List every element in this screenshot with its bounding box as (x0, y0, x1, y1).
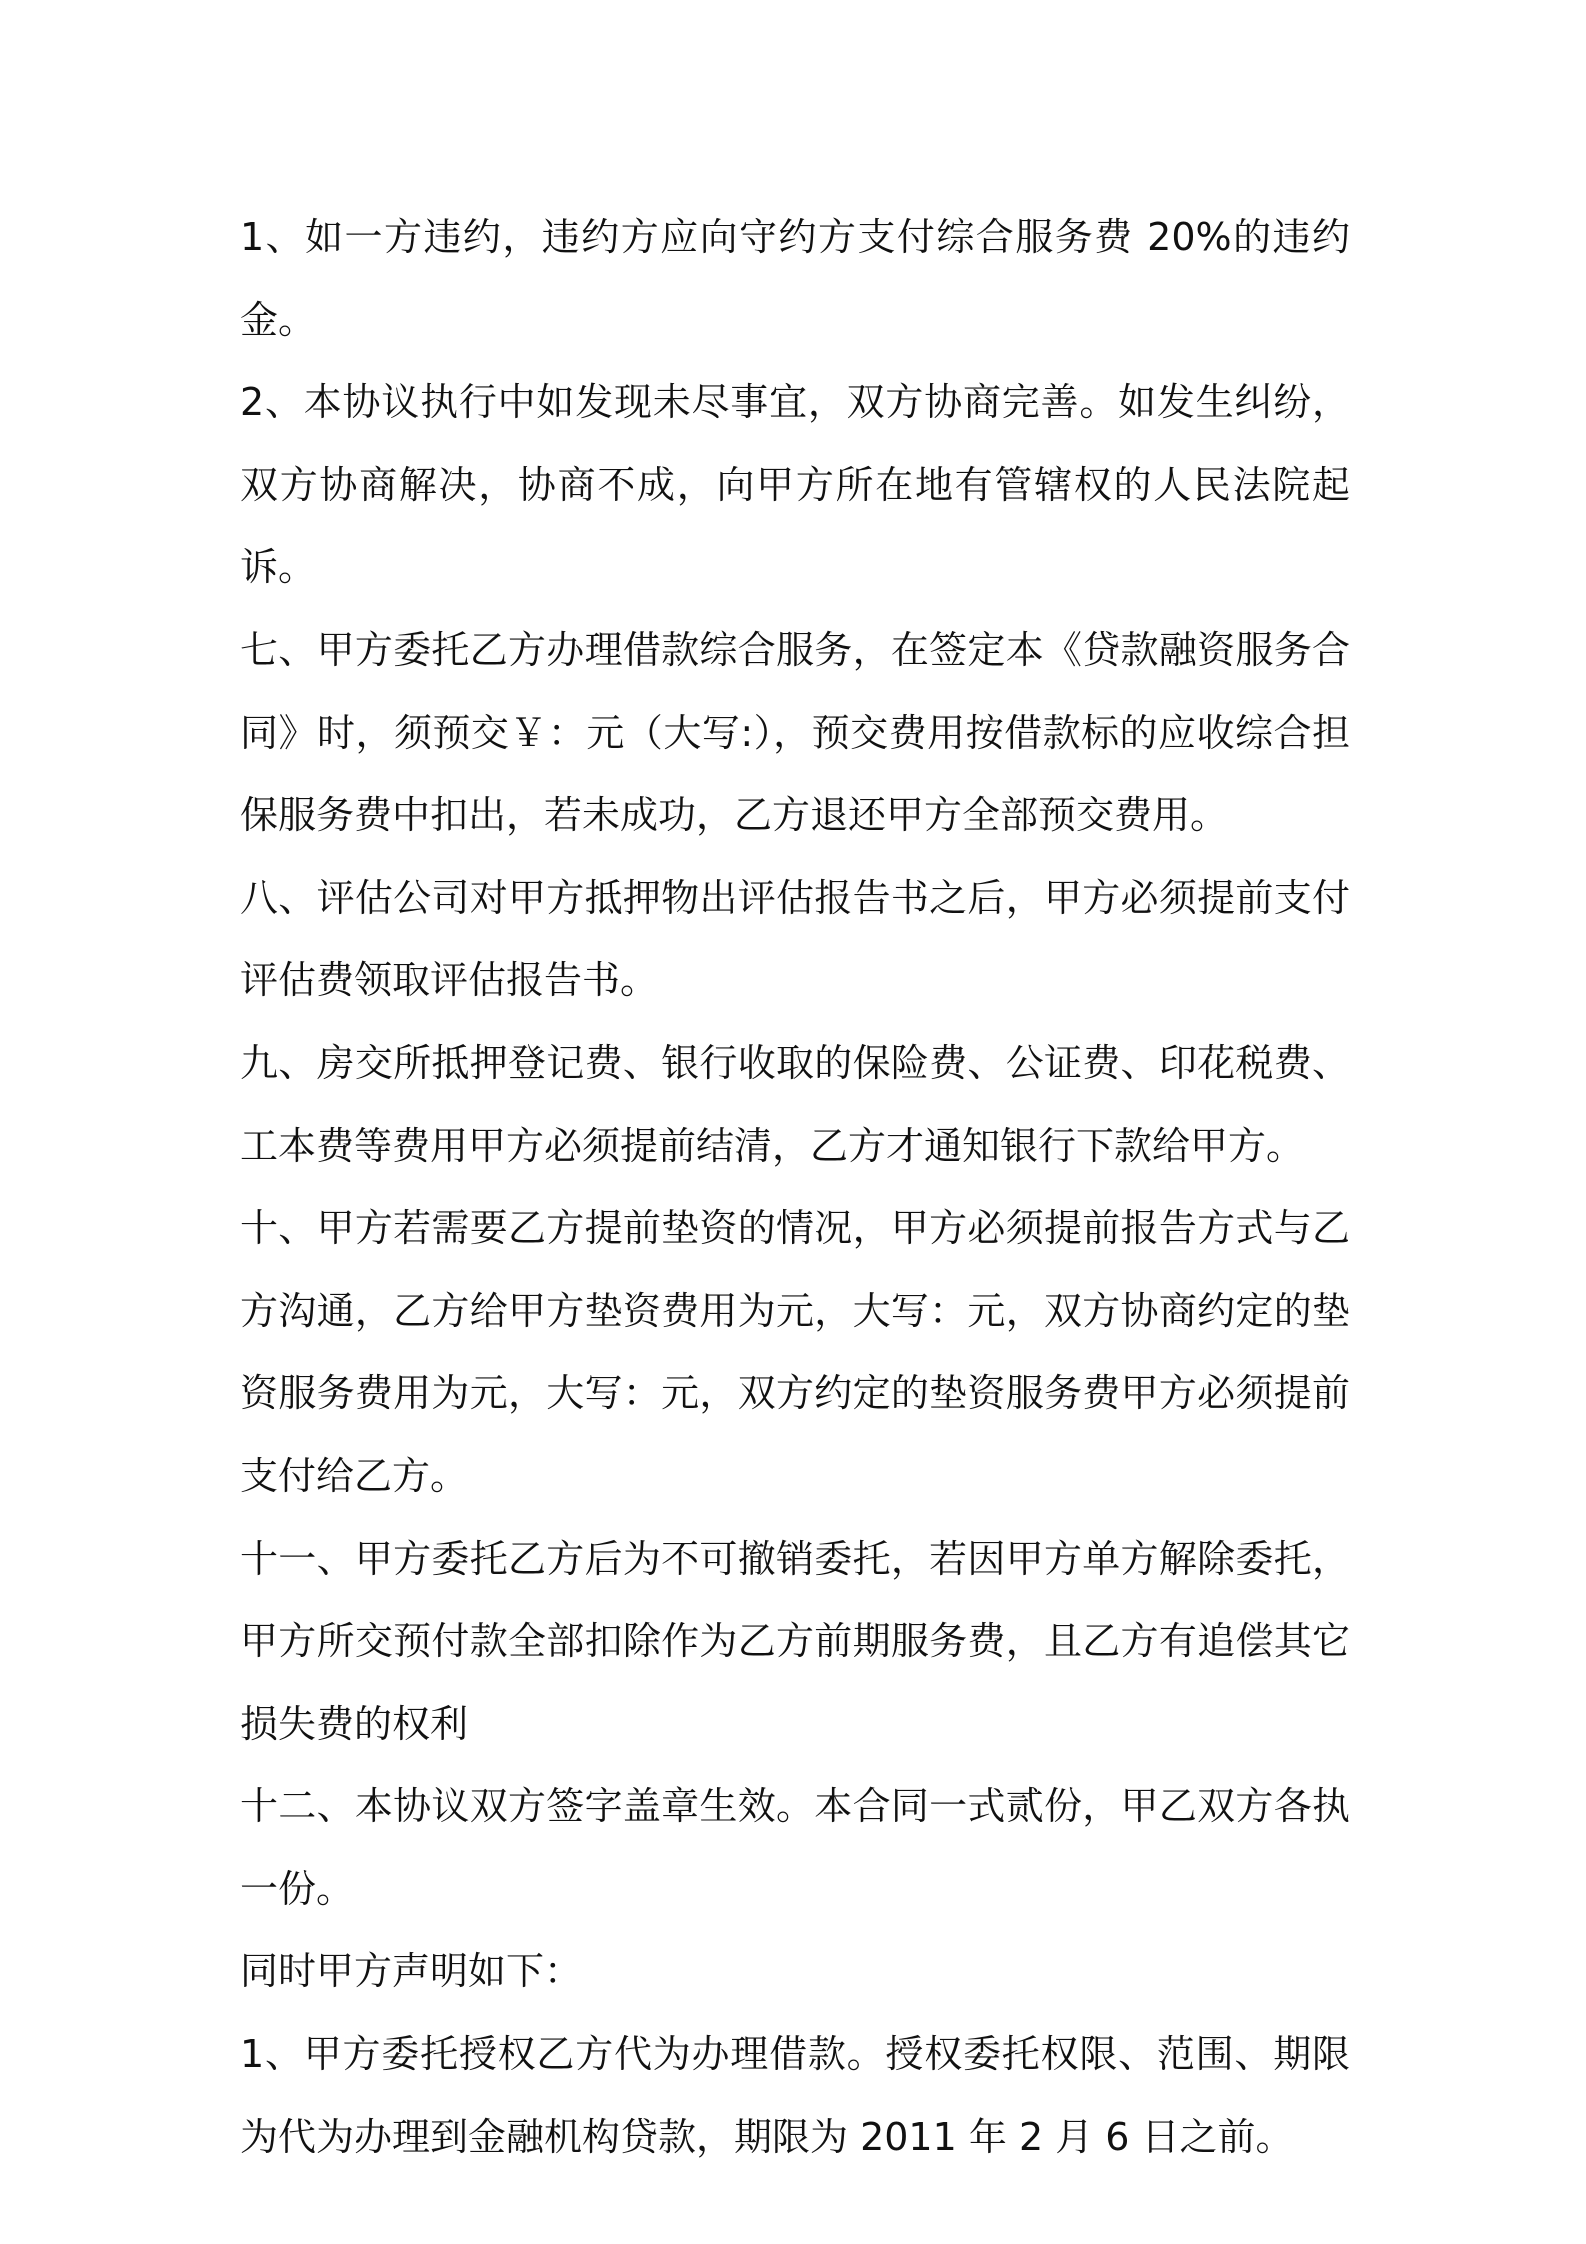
clause-seven-prepayment: 七、甲方委托乙方办理借款综合服务，在签定本《贷款融资服务合同》时，须预交￥：元（大写:），预交费用按借款标的应收综合担保服务费中扣出，若未成功，乙方退还甲方全部预交费用。 (240, 627, 1350, 838)
declaration-item-authorization: 1、甲方委托授权乙方代为办理借款。授权委托权限、范围、期限为代为办理到金融机构贷款，期限为 2011 年 2 月 6 日之前。 (240, 2032, 1350, 2159)
clause-twelve-effectiveness: 十二、本协议双方签字盖章生效。本合同一式贰份，甲乙双方各执一份。 (240, 1784, 1350, 1911)
clause-breach-penalty: 1、如一方违约，违约方应向守约方支付综合服务费 20%的违约金。 (240, 215, 1350, 342)
clause-eight-appraisal-fee: 八、评估公司对甲方抵押物出评估报告书之后，甲方必须提前支付评估费领取评估报告书。 (240, 875, 1350, 1003)
document-body (240, 196, 1350, 2178)
declaration-heading: 同时甲方声明如下： (240, 1949, 583, 1994)
clause-dispute-resolution: 2、本协议执行中如发现未尽事宜，双方协商完善。如发生纠纷，双方协商解决，协商不成，向甲方所在地有管辖权的人民法院起诉。 (240, 380, 1350, 590)
clause-nine-registration-fees: 九、房交所抵押登记费、银行收取的保险费、公证费、印花税费、工本费等费用甲方必须提前结清，乙方才通知银行下款给甲方。 (240, 1040, 1350, 1168)
clause-eleven-irrevocable: 十一、甲方委托乙方后为不可撤销委托，若因甲方单方解除委托，甲方所交预付款全部扣除作为乙方前期服务费，且乙方有追偿其它损失费的权利 (240, 1536, 1350, 1746)
clause-ten-advance-funding: 十、甲方若需要乙方提前垫资的情况，甲方必须提前报告方式与乙方沟通，乙方给甲方垫资费用为元，大写：元，双方协商约定的垫资服务费用为元，大写：元，双方约定的垫资服务费甲方必须提前支付给乙方。 (240, 1206, 1350, 1498)
